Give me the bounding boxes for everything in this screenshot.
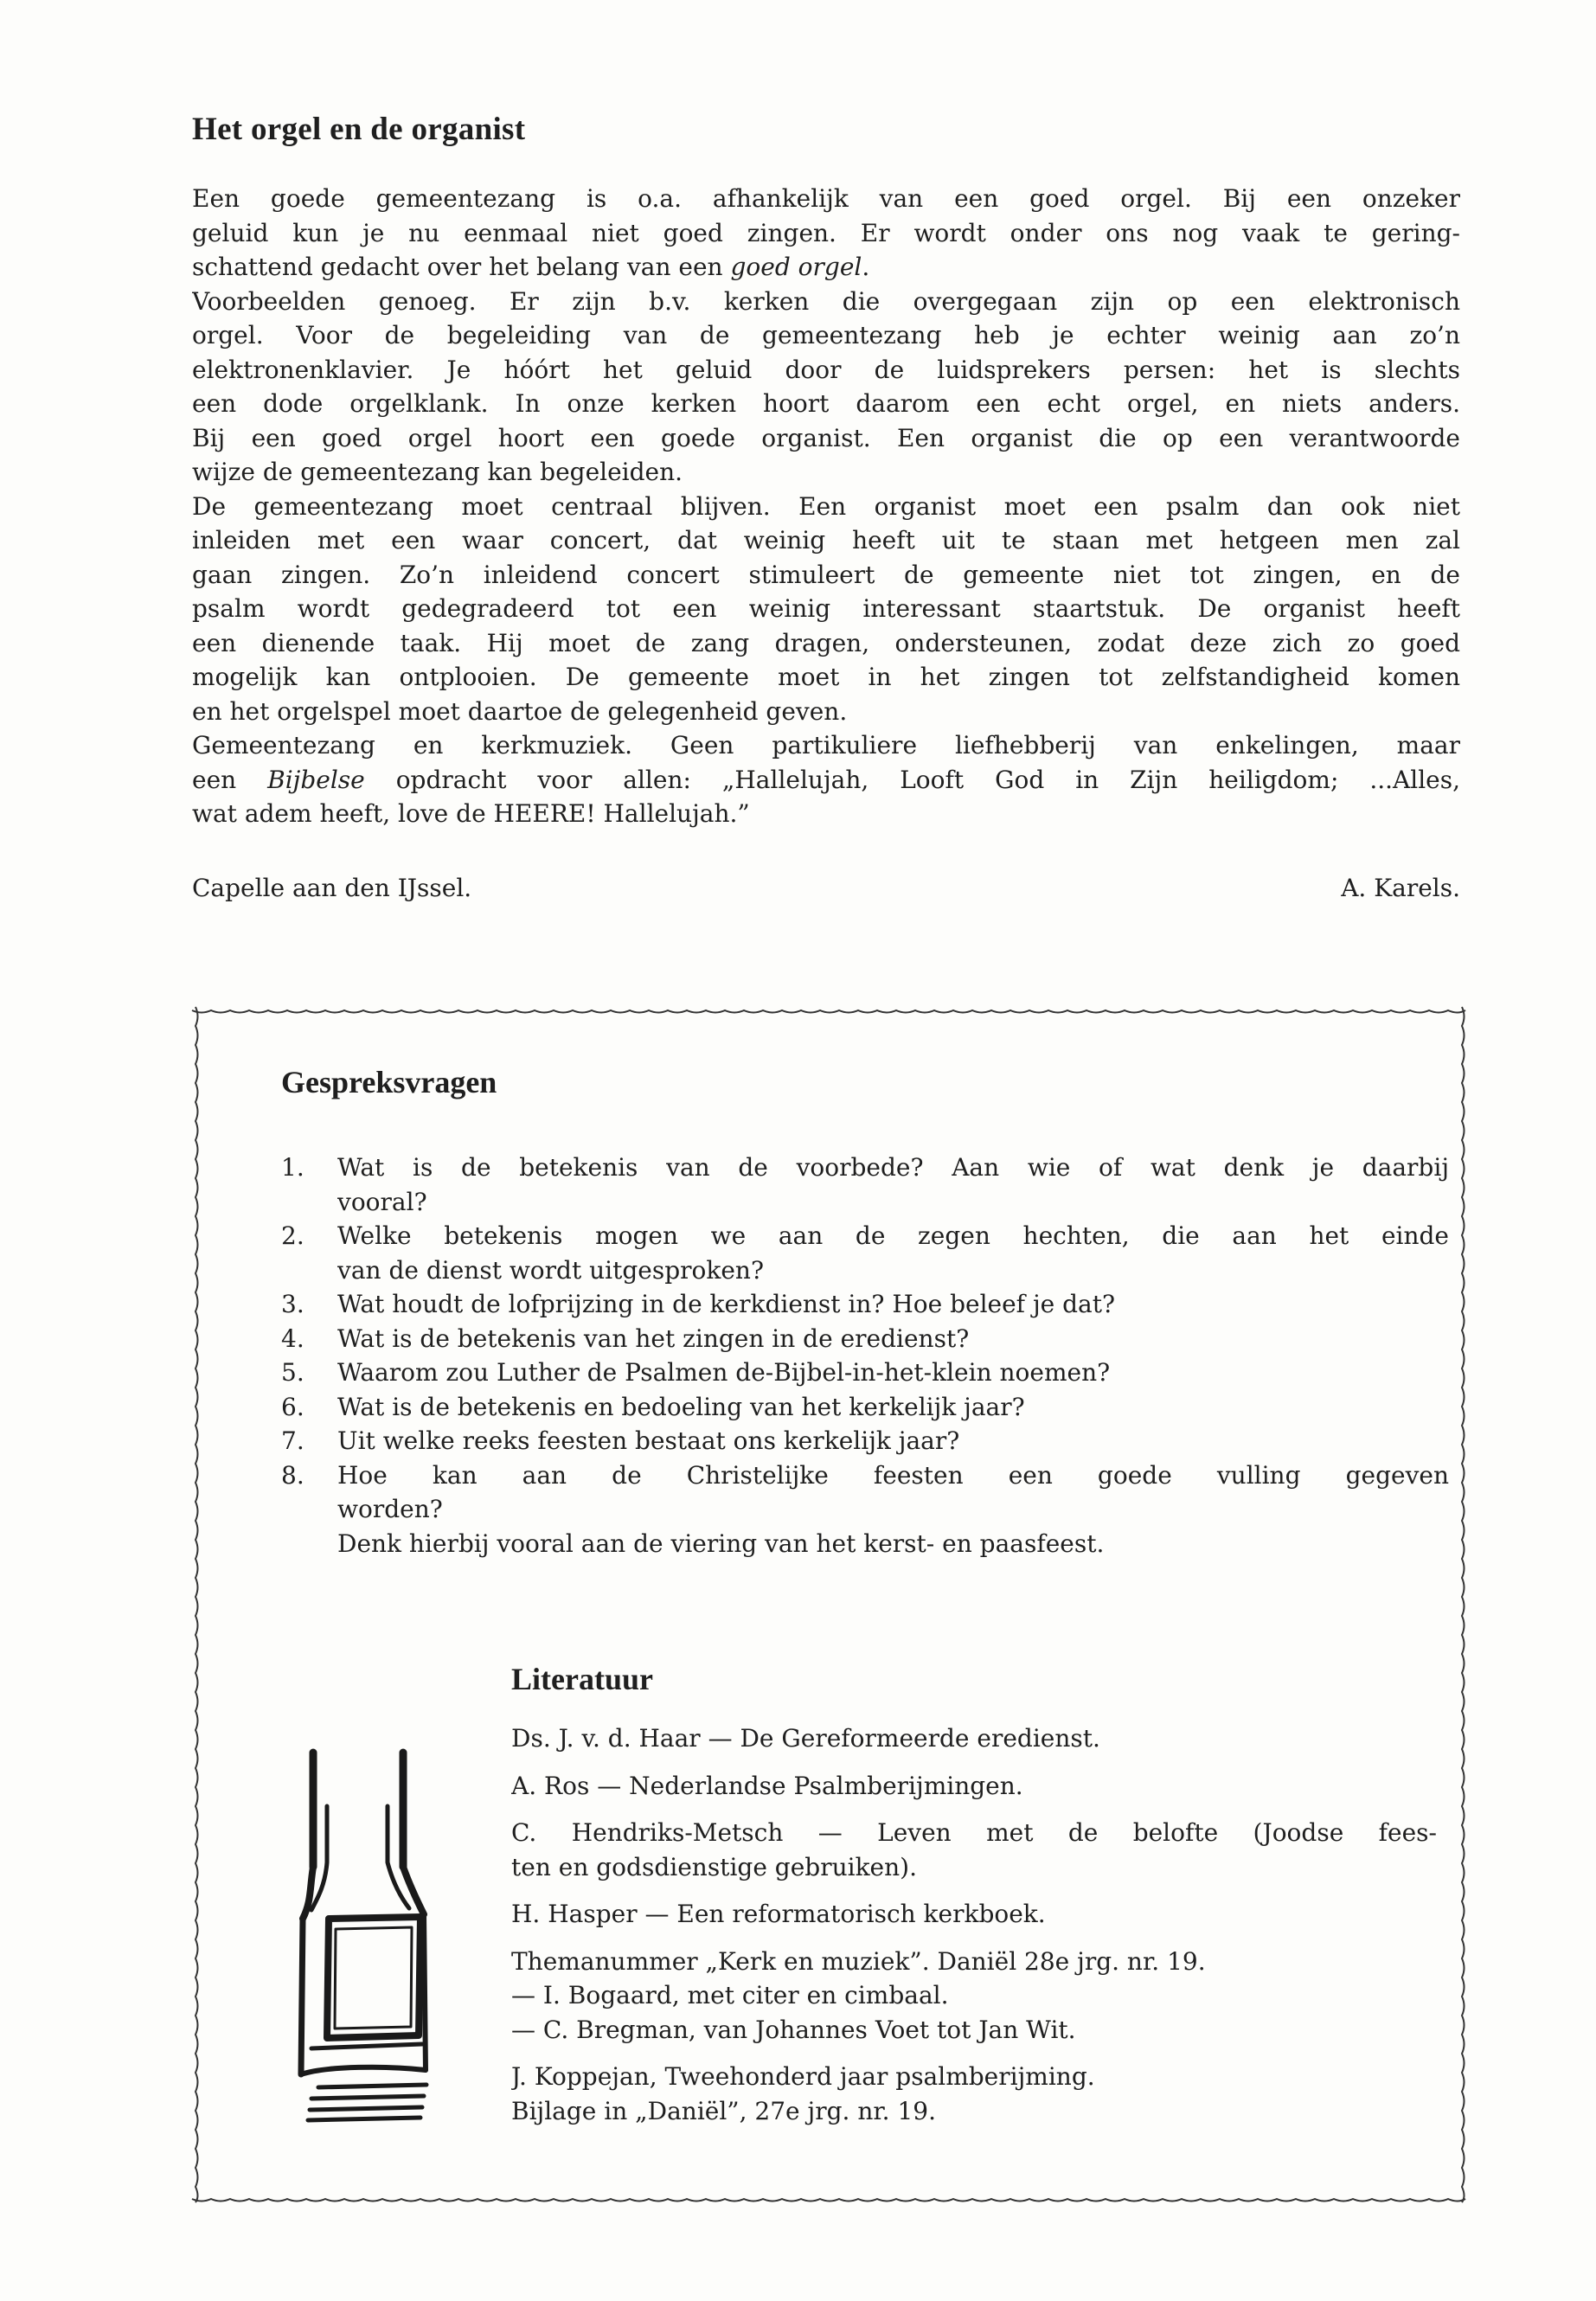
article-line: De gemeentezang moet centraal blijven. Een organist moet een psalm dan ook niet: [192, 491, 1460, 521]
question-item: [281, 1287, 1449, 1322]
question-number: 5.: [281, 1358, 304, 1387]
literature-line: A. Ros — Nederlandse Psalmberijmingen.: [511, 1771, 1023, 1800]
wavy-border-left: [195, 1007, 198, 2202]
question-item: [281, 1390, 1449, 1425]
question-line: Uit welke reeks feesten bestaat ons kerkelijk jaar?: [337, 1426, 960, 1455]
question-line: Wat is de betekenis van de voorbede? Aan wie of wat denk je daarbij: [337, 1153, 1449, 1182]
literature-line: H. Hasper — Een reformatorisch kerkboek.: [511, 1900, 1046, 1928]
literature-title: Literatuur: [511, 1662, 653, 1696]
question-number: 7.: [281, 1426, 304, 1455]
literature-item: [511, 1816, 1437, 1884]
emphasis: goed orgel: [730, 253, 862, 281]
signoff: [192, 874, 1460, 908]
article-line: wijze de gemeentezang kan begeleiden.: [192, 458, 683, 486]
literature-line: Themanummer „Kerk en muziek”. Daniël 28e jrg. nr. 19.: [511, 1946, 1206, 1976]
wavy-border-bottom: [192, 2199, 1465, 2202]
article-line: Bij een goed orgel hoort een goede organist. Een organist die op een verantwoorde: [192, 423, 1460, 452]
question-line: Denk hierbij vooral aan de viering van het kerst- en paasfeest.: [337, 1529, 1105, 1558]
question-line: Wat is de betekenis van het zingen in de eredienst?: [337, 1324, 970, 1353]
article-line: gaan zingen. Zo’n inleidend concert stimuleert de gemeente niet tot zingen, en de: [192, 560, 1460, 589]
article-line: Gemeentezang en kerkmuziek. Geen partikuliere liefhebberij van enkelingen, maar: [192, 731, 1460, 760]
question-line: worden?: [337, 1495, 443, 1523]
question-number: 3.: [281, 1290, 304, 1318]
article-title: Het orgel en de organist: [192, 112, 526, 147]
question-item: [281, 1424, 1449, 1458]
literature-item: [511, 1897, 1437, 1932]
question-number: 6.: [281, 1392, 304, 1421]
article-line: schattend gedacht over het belang van een goed orgel.: [192, 253, 870, 281]
question-item: [281, 1219, 1449, 1287]
wavy-border-right: [1462, 1007, 1465, 2202]
question-line: vooral?: [337, 1187, 427, 1216]
question-item: [281, 1150, 1449, 1219]
emphasis: Bijbelse: [267, 765, 365, 794]
article-line: inleiden met een waar concert, dat weinig heeft uit te staan met hetgeen men zal: [192, 526, 1460, 554]
literature-item: [511, 1721, 1437, 1756]
literature-line: J. Koppejan, Tweehonderd jaar psalmberijming.: [511, 2062, 1095, 2091]
question-number: 8.: [281, 1460, 304, 1490]
literature-item: [511, 1769, 1437, 1804]
organ-illustration-icon: [292, 1746, 439, 2126]
question-number: 1.: [281, 1153, 304, 1182]
article-line: en het orgelspel moet daartoe de gelegenheid geven.: [192, 696, 848, 726]
article-line: geluid kun je nu eenmaal niet goed zingen. Er wordt onder ons nog vaak te gering-: [192, 218, 1460, 247]
article-line: een Bijbelse opdracht voor allen: „Hallelujah, Looft God in Zijn heiligdom; ...Alles,: [192, 765, 1460, 794]
signoff-author: A. Karels.: [1341, 874, 1460, 902]
article-line: elektronenklavier. Je hóórt het geluid door de luidsprekers persen: het is slechts: [192, 355, 1460, 384]
literature-item: [511, 1945, 1437, 2048]
question-line: Waarom zou Luther de Psalmen de-Bijbel-in-het-klein noemen?: [337, 1358, 1111, 1387]
question-item: [281, 1322, 1449, 1356]
article-line: een dode orgelklank. In onze kerken hoort daarom een echt orgel, en niets anders.: [192, 389, 1460, 418]
question-line: Welke betekenis mogen we aan de zegen hechten, die aan het einde: [337, 1221, 1449, 1250]
literature-list: [511, 1721, 1437, 2141]
literature-line: C. Hendriks-Metsch — Leven met de belofte (Joodse fees-: [511, 1818, 1437, 1847]
literature-item: [511, 2060, 1437, 2128]
question-number: 4.: [281, 1324, 304, 1353]
literature-line: — C. Bregman, van Johannes Voet tot Jan Wit.: [511, 2015, 1076, 2044]
literature-line: Bijlage in „Daniël”, 27e jrg. nr. 19.: [511, 2096, 936, 2125]
literature-line: ten en godsdienstige gebruiken).: [511, 1852, 917, 1881]
article-body: [192, 182, 1460, 831]
question-line: van de dienst wordt uitgesproken?: [337, 1255, 764, 1285]
article-line: wat adem heeft, love de HEERE! Hallelujah.”: [192, 799, 750, 828]
article-line: mogelijk kan ontplooien. De gemeente moet in het zingen tot zelfstandigheid komen: [192, 663, 1460, 691]
article-line: Voorbeelden genoeg. Er zijn b.v. kerken die overgegaan zijn op een elektronisch: [192, 286, 1460, 316]
questions-title: Gespreksvragen: [281, 1065, 497, 1099]
question-line: Hoe kan aan de Christelijke feesten een goede vulling gegeven: [337, 1460, 1449, 1490]
question-line: Wat houdt de lofprijzing in de kerkdienst in? Hoe beleef je dat?: [337, 1290, 1115, 1318]
question-item: [281, 1458, 1449, 1561]
article-line: orgel. Voor de begeleiding van de gemeentezang heb je echter weinig aan zo’n: [192, 321, 1460, 349]
question-number: 2.: [281, 1221, 304, 1250]
question-line: Wat is de betekenis en bedoeling van het kerkelijk jaar?: [337, 1392, 1025, 1421]
literature-line: Ds. J. v. d. Haar — De Gereformeerde eredienst.: [511, 1724, 1100, 1753]
wavy-border-top: [192, 1010, 1465, 1013]
question-item: [281, 1356, 1449, 1390]
article-line: Een goede gemeentezang is o.a. afhankelijk van een goed orgel. Bij een onzeker: [192, 184, 1460, 213]
literature-line: — I. Bogaard, met citer en cimbaal.: [511, 1981, 949, 2009]
questions-list: [281, 1150, 1449, 1561]
signoff-place: Capelle aan den IJssel.: [192, 874, 472, 902]
article-line: een dienende taak. Hij moet de zang dragen, ondersteunen, zodat deze zich zo goed: [192, 628, 1460, 657]
article-line: psalm wordt gedegradeerd tot een weinig interessant staartstuk. De organist heeft: [192, 594, 1460, 623]
